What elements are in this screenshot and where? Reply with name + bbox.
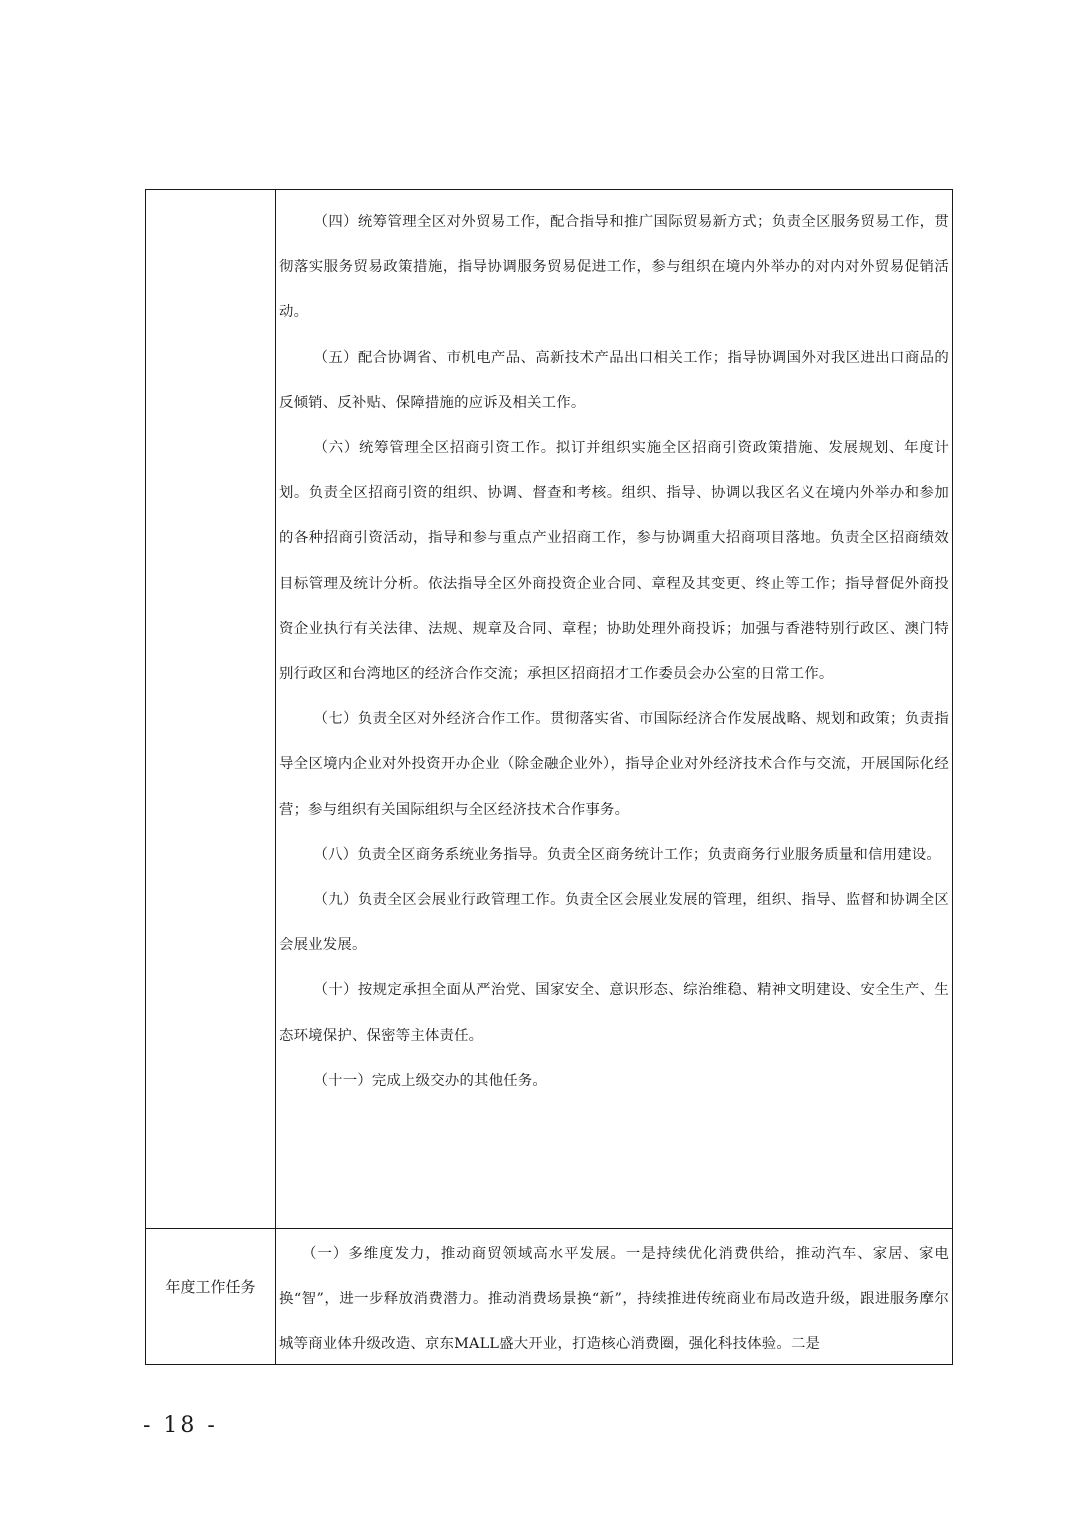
duty-paragraph-8: （八）负责全区商务系统业务指导。负责全区商务统计工作；负责商务行业服务质量和信用建设。 — [313, 846, 941, 863]
annual-task-paragraph-1: （一）多维度发力，推动商贸领域高水平发展。一是持续优化消费供给，推动汽车、家居、家电换“智”，进一步释放消费潜力。推动消费场景换“新”，持续推进传统商业布局改造升级，跟进服务摩尔城等商业体升级改造、京东MALL盛大开业，打造核心消费圈，强化科技体验。二是 — [279, 1246, 949, 1353]
duty-paragraph-5: （五）配合协调省、市机电产品、高新技术产品出口相关工作；指导协调国外对我区进出口商品的反倾销、反补贴、保障措施的应诉及相关工作。 — [279, 349, 949, 411]
duty-paragraph-10: （十）按规定承担全面从严治党、国家安全、意识形态、综治维稳、精神文明建设、安全生产、生态环境保护、保密等主体责任。 — [279, 982, 949, 1044]
duty-paragraph-4: （四）统筹管理全区对外贸易工作，配合指导和推广国际贸易新方式；负责全区服务贸易工作，贯彻落实服务贸易政策措施，指导协调服务贸易促进工作，参与组织在境内外举办的对内对外贸易促销活动。 — [279, 214, 949, 321]
annual-tasks-cell — [279, 1232, 949, 1368]
annual-tasks-label: 年度工作任务 — [165, 1278, 256, 1296]
column-divider — [275, 190, 276, 1364]
duty-paragraph-6: （六）统筹管理全区招商引资工作。拟订并组织实施全区招商引资政策措施、发展规划、年度计划。负责全区招商引资的组织、协调、督查和考核。组织、指导、协调以我区名义在境内外举办和参加的各种招商引资活动，指导和参与重点产业招商工作，参与协调重大招商项目落地。负责全区招商绩效目标管理及统计分析。依法指导全区外商投资企业合同、章程及其变更、终止等工作；指导督促外商投资企业执行有关法律、法规、规章及合同、章程；协助处理外商投诉；加强与香港特别行政区、澳门特别行政区和台湾地区的经济合作交流；承担区招商招才工作委员会办公室的日常工作。 — [279, 440, 949, 683]
duties-table — [145, 189, 953, 1365]
duty-paragraph-11: （十一）完成上级交办的其他任务。 — [313, 1072, 547, 1089]
row-divider — [146, 1228, 952, 1229]
page-number: - 18 - — [143, 1413, 218, 1438]
duties-cell — [279, 200, 949, 1104]
duty-paragraph-9: （九）负责全区会展业行政管理工作。负责全区会展业发展的管理，组织、指导、监督和协调全区会展业发展。 — [279, 892, 949, 954]
duty-paragraph-7: （七）负责全区对外经济合作工作。贯彻落实省、市国际经济合作发展战略、规划和政策；负责指导全区境内企业对外投资开办企业（除金融企业外），指导企业对外经济技术合作与交流，开展国际化经营；参与组织有关国际组织与全区经济技术合作事务。 — [279, 711, 949, 818]
